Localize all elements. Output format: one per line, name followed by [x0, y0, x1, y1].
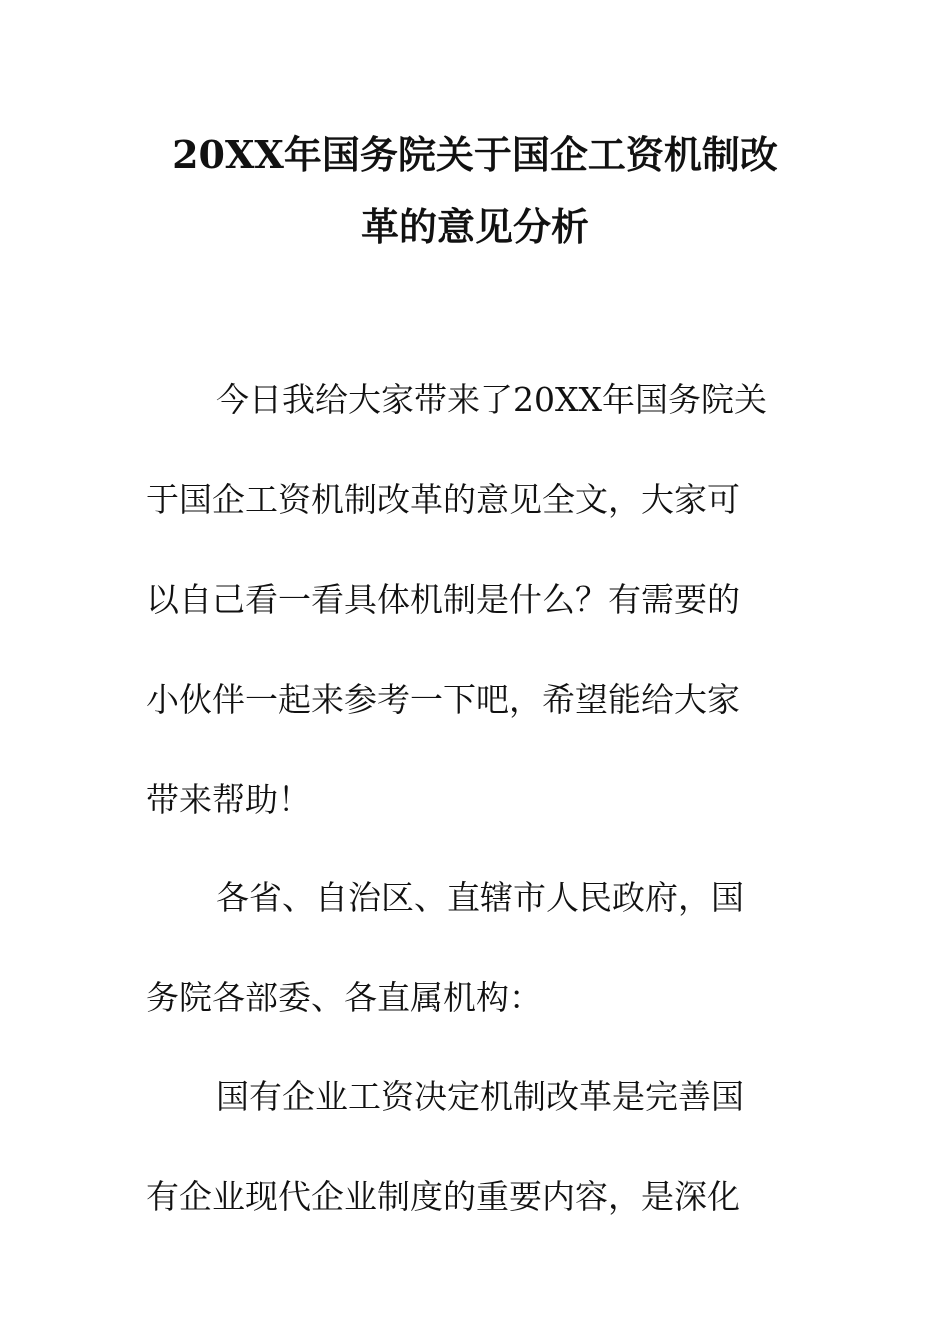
paragraph-line: 国有企业工资决定机制改革是完善国 — [216, 1077, 744, 1116]
document-title-line-2: 革的意见分析 — [360, 204, 589, 249]
paragraph-line: 小伙伴一起来参考一下吧，希望能给大家 — [146, 680, 740, 719]
paragraph-line: 于国企工资机制改革的意见全文，大家可 — [146, 480, 740, 519]
document-title-line-1: 20XX年国务院关于国企工资机制改 — [172, 132, 778, 177]
paragraph-line: 有企业现代企业制度的重要内容，是深化 — [146, 1177, 740, 1216]
paragraph-line: 今日我给大家带来了20XX年国务院关 — [216, 380, 767, 419]
paragraph-line: 以自己看一看具体机制是什么？有需要的 — [146, 580, 740, 619]
paragraph-line: 带来帮助！ — [146, 780, 311, 819]
paragraph-line: 务院各部委、各直属机构： — [146, 978, 542, 1017]
paragraph-line: 各省、自治区、直辖市人民政府，国 — [216, 878, 744, 917]
